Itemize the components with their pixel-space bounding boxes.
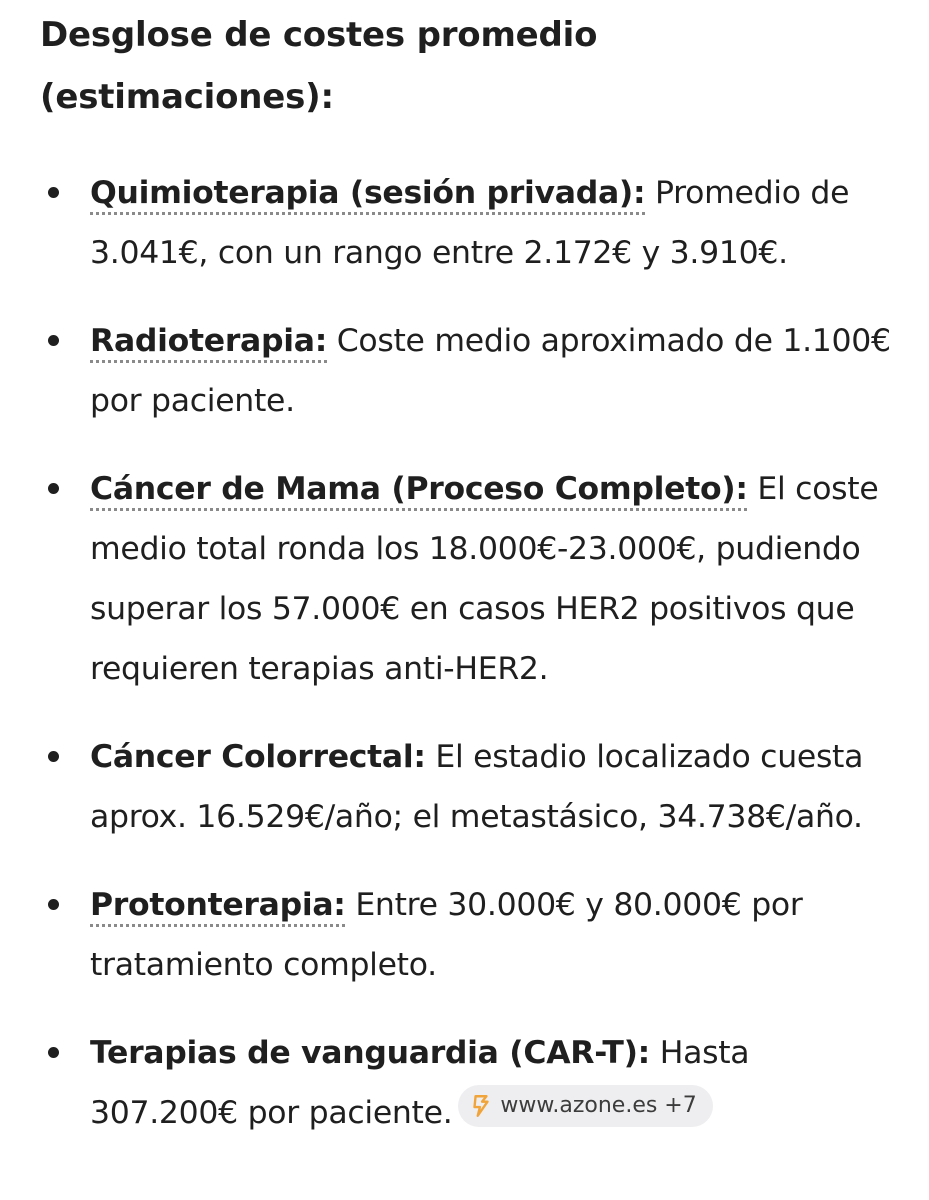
item-text: Hasta 307.200€ por paciente. [90, 1035, 750, 1131]
term-quimioterapia[interactable]: Quimioterapia (sesión privada): [90, 175, 646, 211]
source-chip-label: www.azone.es +7 [500, 1093, 697, 1118]
term-protonterapia[interactable]: Protonterapia: [90, 887, 346, 923]
item-text: El estadio localizado cuesta aprox. 16.529€/año; el metastásico, 34.738€/año. [90, 739, 864, 835]
term-cancer-colorrectal: Cáncer Colorrectal: [90, 739, 426, 775]
heading-line-1: Desglose de costes promedio [40, 15, 598, 55]
list-item-radioterapia [40, 311, 905, 431]
azone-logo-icon [468, 1093, 494, 1119]
list-item-cancer-mama [40, 459, 905, 699]
cost-breakdown-list [40, 163, 905, 1143]
term-radioterapia[interactable]: Radioterapia: [90, 323, 328, 359]
section-heading [40, 0, 905, 128]
item-text: Coste medio aproximado de 1.100€ por paciente. [90, 323, 891, 419]
list-item-cancer-colorrectal [40, 727, 905, 847]
list-item-quimioterapia [40, 163, 905, 283]
bullet-icon [48, 899, 59, 910]
bullet-icon [48, 335, 59, 346]
bullet-icon [48, 751, 59, 762]
bullet-icon [48, 187, 59, 198]
list-item-car-t [40, 1023, 905, 1143]
term-cancer-mama[interactable]: Cáncer de Mama (Proceso Completo): [90, 471, 748, 507]
item-text: El coste medio total ronda los 18.000€-23.000€, pudiendo superar los 57.000€ en casos HER2 positivos que requieren terapias anti-HER2. [90, 471, 879, 687]
bullet-icon [48, 483, 59, 494]
bullet-icon [48, 1047, 59, 1058]
term-car-t: Terapias de vanguardia (CAR-T): [90, 1035, 650, 1071]
list-item-protonterapia [40, 875, 905, 995]
source-chip[interactable] [458, 1085, 712, 1127]
heading-line-2: (estimaciones): [40, 77, 334, 117]
item-text: Promedio de 3.041€, con un rango entre 2.172€ y 3.910€. [90, 175, 850, 271]
item-text: Entre 30.000€ y 80.000€ por tratamiento completo. [90, 887, 803, 983]
